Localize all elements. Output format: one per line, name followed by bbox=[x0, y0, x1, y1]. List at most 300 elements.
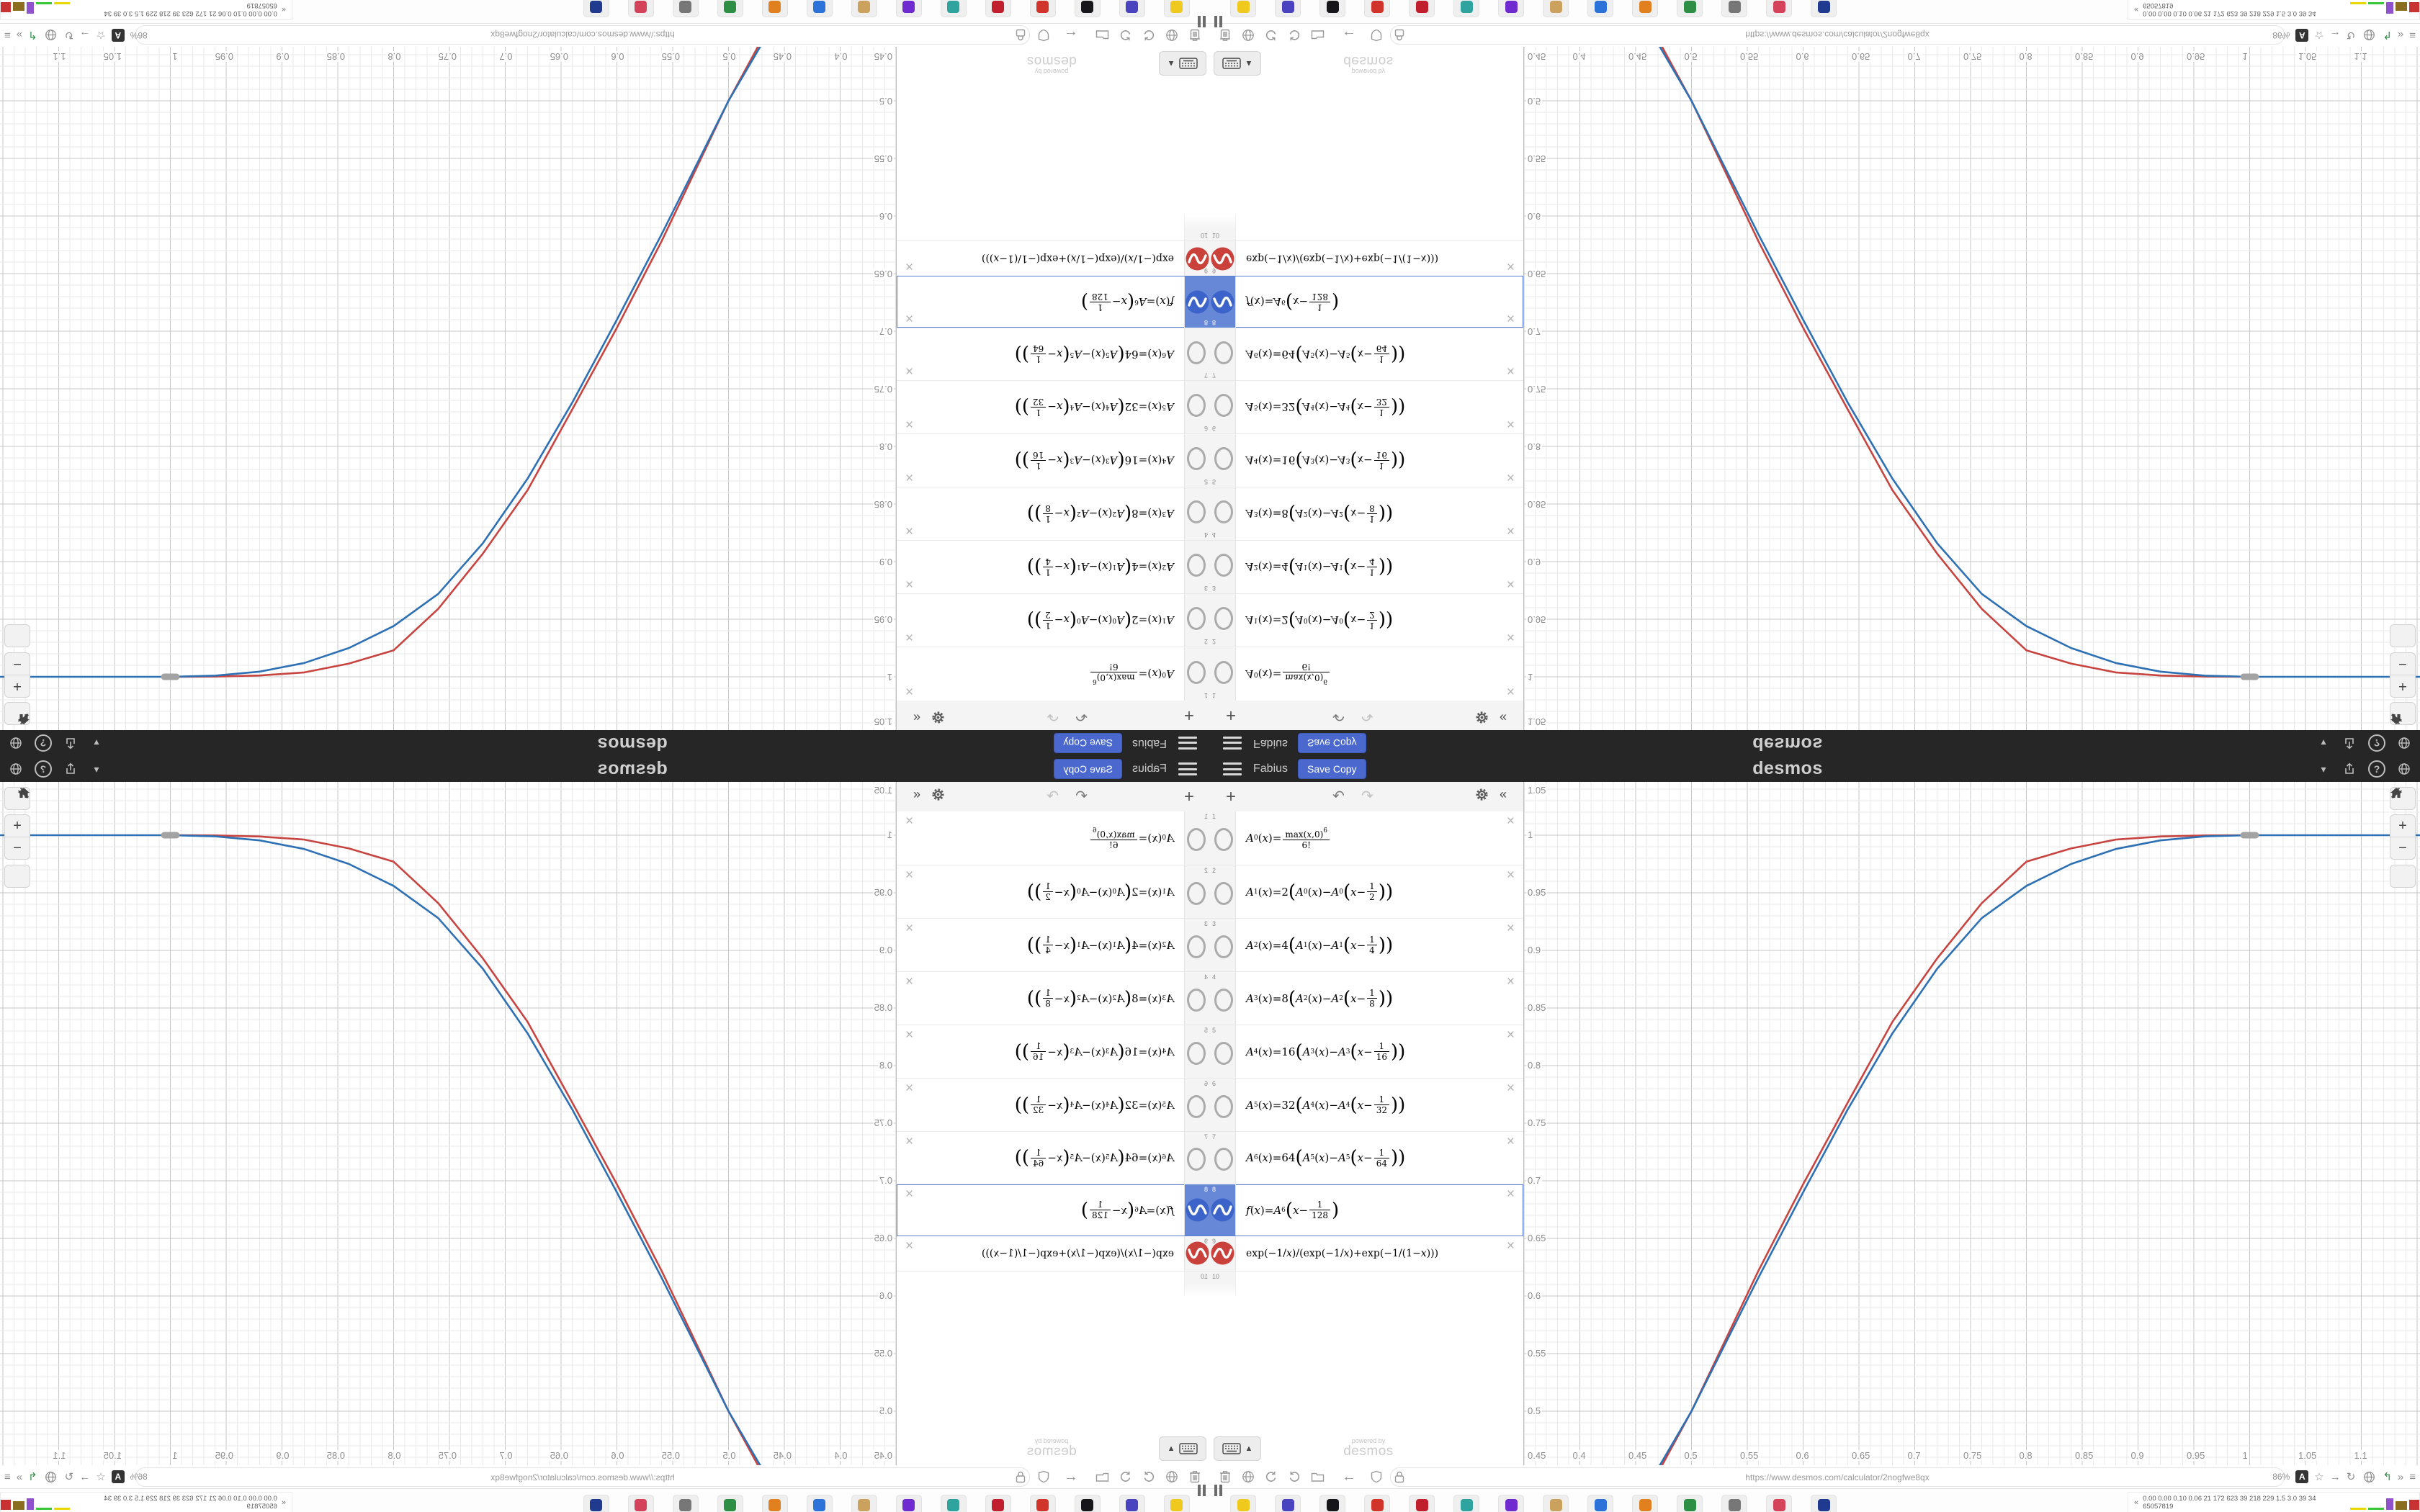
red-wave-icon[interactable] bbox=[1211, 247, 1234, 271]
delete-row-icon[interactable]: × bbox=[1506, 576, 1515, 591]
delete-row-icon[interactable]: × bbox=[1506, 629, 1515, 644]
menu-icon[interactable]: ≡ bbox=[2409, 1470, 2416, 1483]
hamburger-menu-icon[interactable] bbox=[1178, 762, 1197, 775]
undo-icon[interactable]: ↶ bbox=[1075, 708, 1088, 724]
delete-row-icon[interactable]: × bbox=[905, 921, 914, 936]
folder-icon[interactable] bbox=[1309, 27, 1325, 43]
undo-circle-icon[interactable] bbox=[1141, 1469, 1157, 1485]
save-copy-button[interactable]: Save Copy bbox=[1298, 733, 1366, 753]
app-tile-icon[interactable] bbox=[1677, 0, 1703, 17]
expression-row[interactable] bbox=[1210, 433, 1523, 487]
red-wave-icon[interactable] bbox=[1186, 247, 1209, 271]
undo-circle-icon[interactable] bbox=[1141, 27, 1157, 43]
add-expression-icon[interactable]: + bbox=[1183, 787, 1194, 806]
app-tile-icon[interactable] bbox=[1409, 1495, 1435, 1512]
zoom-out-button[interactable]: − bbox=[2398, 656, 2407, 672]
expression-latex[interactable]: A 0 ( x ) = $\max(x,0)^6$ 6! bbox=[1089, 811, 1174, 865]
expression-row[interactable] bbox=[897, 919, 1210, 972]
caret-down-icon[interactable]: ▾ bbox=[2321, 737, 2326, 750]
translate-icon[interactable]: A bbox=[2295, 1470, 2308, 1483]
app-tile-icon[interactable] bbox=[1230, 1495, 1256, 1512]
globe-icon[interactable] bbox=[2397, 762, 2411, 776]
gear-icon[interactable] bbox=[931, 787, 946, 806]
globe-icon[interactable] bbox=[1164, 1469, 1180, 1485]
expression-row-empty[interactable] bbox=[897, 215, 1210, 240]
expression-latex[interactable]: exp ( − 1 / x ) / ( exp ( − 1 / x ) + exp ( − 1 / ( 1 − x ) ) ) bbox=[981, 1248, 1174, 1259]
expression-latex[interactable]: A 6 ( x ) = 6 4 ( A 5 ( x ) − A 5 ( x − 1 64 ) ) bbox=[1014, 343, 1174, 365]
keyboard-toggle-button[interactable] bbox=[1159, 51, 1206, 76]
hidden-graph-icon[interactable] bbox=[1187, 554, 1206, 577]
arrow-right-icon[interactable]: → bbox=[79, 29, 91, 42]
app-tile-icon[interactable] bbox=[1119, 0, 1145, 17]
graph-paper[interactable] bbox=[0, 47, 896, 730]
expression-row[interactable] bbox=[897, 1132, 1210, 1184]
expression-row[interactable] bbox=[1210, 972, 1523, 1025]
arrow-right-icon[interactable]: → bbox=[2329, 29, 2341, 42]
app-tile-icon[interactable] bbox=[762, 1495, 788, 1512]
zoom-out-button[interactable]: − bbox=[13, 840, 22, 856]
caret-down-icon[interactable]: ▾ bbox=[2321, 762, 2326, 775]
app-tile-icon[interactable] bbox=[896, 1495, 922, 1512]
globe-icon[interactable] bbox=[43, 27, 59, 43]
expression-latex[interactable]: A 1 ( x ) = 2 ( A 0 ( x ) − A 0 ( x − 1 2 ) ) bbox=[1246, 609, 1394, 631]
folder-icon[interactable] bbox=[1095, 1469, 1111, 1485]
expression-row[interactable] bbox=[897, 865, 1210, 919]
expression-latex[interactable]: f ( x ) = A 6 ( x − 1 128 ) bbox=[1246, 1199, 1340, 1221]
app-tile-icon[interactable] bbox=[807, 1495, 833, 1512]
graph-paper[interactable] bbox=[1524, 47, 2420, 730]
delete-row-icon[interactable]: × bbox=[1506, 814, 1515, 829]
graph-canvas[interactable] bbox=[0, 782, 896, 1465]
expression-row[interactable] bbox=[1210, 1184, 1523, 1236]
app-tile-icon[interactable] bbox=[985, 1495, 1011, 1512]
blue-wave-icon[interactable] bbox=[1186, 291, 1209, 315]
expression-row[interactable] bbox=[897, 487, 1210, 540]
reload-icon[interactable]: ↻ bbox=[64, 1471, 74, 1483]
app-tile-icon[interactable] bbox=[1319, 1495, 1345, 1512]
delete-row-icon[interactable]: × bbox=[1506, 1187, 1515, 1202]
expression-latex[interactable]: A 3 ( x ) = 8 ( A 2 ( x ) − A 2 ( x − 1 8 ) ) bbox=[1246, 503, 1394, 525]
globe-icon[interactable] bbox=[43, 1469, 59, 1485]
trash-icon[interactable] bbox=[1187, 1469, 1203, 1485]
expression-latex[interactable]: A 5 ( x ) = 3 2 ( A 4 ( x ) − A 4 ( x − 1 32 ) ) bbox=[1246, 396, 1406, 418]
menu-icon[interactable]: ≡ bbox=[2409, 29, 2416, 42]
expression-latex[interactable]: f ( x ) = A 6 ( x − 1 128 ) bbox=[1246, 291, 1340, 313]
globe-icon[interactable] bbox=[9, 736, 23, 750]
app-tile-icon[interactable] bbox=[628, 1495, 654, 1512]
app-tile-icon[interactable] bbox=[851, 0, 877, 17]
graph-paper[interactable] bbox=[1524, 782, 2420, 1465]
expression-row[interactable] bbox=[897, 433, 1210, 487]
home-button[interactable] bbox=[4, 624, 30, 647]
star-icon[interactable]: ☆ bbox=[96, 1471, 106, 1483]
delete-row-icon[interactable]: × bbox=[905, 363, 914, 378]
app-tile-icon[interactable] bbox=[1632, 1495, 1658, 1512]
app-tile-icon[interactable] bbox=[1766, 0, 1792, 17]
menu-icon[interactable]: ≡ bbox=[4, 29, 11, 42]
app-tile-icon[interactable] bbox=[1409, 0, 1435, 17]
hidden-graph-icon[interactable] bbox=[1214, 1148, 1233, 1171]
app-tile-icon[interactable] bbox=[583, 0, 609, 17]
save-copy-button[interactable]: Save Copy bbox=[1298, 759, 1366, 779]
app-tile-icon[interactable] bbox=[1498, 1495, 1524, 1512]
expression-row[interactable] bbox=[1210, 380, 1523, 433]
delete-row-icon[interactable]: × bbox=[905, 814, 914, 829]
app-tile-icon[interactable] bbox=[1275, 1495, 1301, 1512]
zoom-in-button[interactable]: + bbox=[2390, 675, 2415, 697]
page-zoom-level[interactable]: 86% bbox=[2272, 30, 2290, 40]
graph-paper[interactable] bbox=[0, 782, 896, 1465]
expression-latex[interactable]: A 0 ( x ) = $\max(x,0)^6$ 6! bbox=[1246, 811, 1331, 865]
back-arrow-icon[interactable]: ← bbox=[1064, 27, 1078, 44]
collapse-chevron-icon[interactable]: « bbox=[2134, 5, 2139, 14]
hidden-graph-icon[interactable] bbox=[1187, 341, 1206, 364]
blue-wave-icon[interactable] bbox=[1211, 1198, 1234, 1222]
arrow-right-icon[interactable]: → bbox=[2329, 1470, 2341, 1483]
expression-row[interactable] bbox=[897, 276, 1210, 328]
delete-row-icon[interactable]: × bbox=[905, 523, 914, 538]
caret-down-icon[interactable]: ▾ bbox=[94, 737, 99, 750]
delete-row-icon[interactable]: × bbox=[1506, 1081, 1515, 1096]
redo-circle-icon[interactable] bbox=[1286, 27, 1302, 43]
expression-row-empty[interactable] bbox=[897, 1272, 1210, 1297]
expression-latex[interactable]: f ( x ) = A 6 ( x − 1 128 ) bbox=[1080, 291, 1174, 313]
collapse-panel-icon[interactable]: « bbox=[1500, 787, 1507, 801]
expression-row[interactable] bbox=[1210, 328, 1523, 380]
undo-icon[interactable]: ↶ bbox=[1332, 788, 1345, 804]
redo-circle-icon[interactable] bbox=[1118, 27, 1134, 43]
hidden-graph-icon[interactable] bbox=[1214, 1095, 1233, 1118]
home-button[interactable] bbox=[2390, 624, 2416, 647]
save-copy-button[interactable]: Save Copy bbox=[1054, 759, 1121, 779]
back-arrow-icon[interactable]: ← bbox=[1064, 1468, 1078, 1485]
redo-icon[interactable]: ↷ bbox=[1361, 708, 1373, 724]
expression-latex[interactable]: A 2 ( x ) = 4 ( A 1 ( x ) − A 1 ( x − 1 4 ) ) bbox=[1246, 556, 1394, 578]
delete-row-icon[interactable]: × bbox=[905, 974, 914, 989]
expression-latex[interactable]: A 0 ( x ) = $\max(x,0)^6$ 6! bbox=[1089, 647, 1174, 701]
app-tile-icon[interactable] bbox=[1766, 1495, 1792, 1512]
app-tile-icon[interactable] bbox=[1075, 0, 1101, 17]
save-copy-button[interactable]: Save Copy bbox=[1054, 733, 1121, 753]
hidden-graph-icon[interactable] bbox=[1187, 608, 1206, 631]
page-zoom-level[interactable]: 86% bbox=[130, 1472, 148, 1482]
trash-icon[interactable] bbox=[1217, 1469, 1233, 1485]
url-bar[interactable] bbox=[1390, 1467, 2285, 1487]
keyboard-toggle-button[interactable] bbox=[1214, 51, 1261, 76]
hidden-graph-icon[interactable] bbox=[1214, 608, 1233, 631]
app-tile-icon[interactable] bbox=[941, 0, 967, 17]
keyboard-toggle-button[interactable] bbox=[1214, 1436, 1261, 1461]
export-icon[interactable] bbox=[63, 736, 78, 750]
collapse-chevron-icon[interactable]: « bbox=[281, 5, 286, 14]
delete-row-icon[interactable]: × bbox=[905, 416, 914, 431]
home-button[interactable] bbox=[2390, 865, 2416, 888]
expression-row[interactable] bbox=[1210, 276, 1523, 328]
app-tile-icon[interactable] bbox=[1587, 1495, 1613, 1512]
url-bar[interactable] bbox=[1390, 25, 2285, 45]
delete-row-icon[interactable]: × bbox=[905, 1134, 914, 1149]
expression-latex[interactable]: A 1 ( x ) = 2 ( A 0 ( x ) − A 0 ( x − 1 2 ) ) bbox=[1026, 881, 1174, 903]
expression-row[interactable] bbox=[1210, 1025, 1523, 1079]
delete-row-icon[interactable]: × bbox=[905, 258, 914, 274]
app-tile-icon[interactable] bbox=[941, 1495, 967, 1512]
app-tile-icon[interactable] bbox=[1587, 0, 1613, 17]
expression-latex[interactable]: A 3 ( x ) = 8 ( A 2 ( x ) − A 2 ( x − 1 8 ) ) bbox=[1026, 503, 1174, 525]
hidden-graph-icon[interactable] bbox=[1187, 1042, 1206, 1065]
expression-row[interactable] bbox=[897, 972, 1210, 1025]
page-zoom-level[interactable]: 86% bbox=[130, 30, 148, 40]
delete-row-icon[interactable]: × bbox=[1506, 974, 1515, 989]
hidden-graph-icon[interactable] bbox=[1187, 661, 1206, 684]
add-expression-icon[interactable]: + bbox=[1226, 787, 1237, 806]
share-green-icon[interactable]: ↰ bbox=[2383, 29, 2392, 41]
hidden-graph-icon[interactable] bbox=[1214, 989, 1233, 1012]
app-tile-icon[interactable] bbox=[1543, 1495, 1569, 1512]
expression-latex[interactable]: A 5 ( x ) = 3 2 ( A 4 ( x ) − A 4 ( x − 1 32 ) ) bbox=[1246, 1094, 1406, 1116]
app-tile-icon[interactable] bbox=[1453, 0, 1479, 17]
hidden-graph-icon[interactable] bbox=[1214, 448, 1233, 471]
share-green-icon[interactable]: ↰ bbox=[28, 29, 37, 41]
app-tile-icon[interactable] bbox=[1030, 0, 1056, 17]
export-icon[interactable] bbox=[2342, 736, 2357, 750]
app-tile-icon[interactable] bbox=[673, 0, 699, 17]
delete-row-icon[interactable]: × bbox=[1506, 1134, 1515, 1149]
back-arrow-icon[interactable]: ← bbox=[1342, 1468, 1356, 1485]
shield-icon[interactable] bbox=[1036, 1469, 1052, 1485]
delete-row-icon[interactable]: × bbox=[1506, 310, 1515, 325]
hidden-graph-icon[interactable] bbox=[1187, 448, 1206, 471]
star-icon[interactable]: ☆ bbox=[2314, 1471, 2324, 1483]
menu-icon[interactable]: ≡ bbox=[4, 1470, 11, 1483]
share-green-icon[interactable]: ↰ bbox=[2383, 1471, 2392, 1483]
globe-icon[interactable] bbox=[2397, 736, 2411, 750]
expression-row[interactable] bbox=[1210, 647, 1523, 701]
delete-row-icon[interactable]: × bbox=[905, 576, 914, 591]
globe-icon[interactable] bbox=[1164, 27, 1180, 43]
expression-latex[interactable]: A 6 ( x ) = 6 4 ( A 5 ( x ) − A 5 ( x − 1 64 ) ) bbox=[1246, 1147, 1406, 1169]
expression-row[interactable] bbox=[897, 380, 1210, 433]
hamburger-menu-icon[interactable] bbox=[1223, 737, 1242, 750]
expression-row[interactable] bbox=[897, 1236, 1210, 1272]
delete-row-icon[interactable]: × bbox=[905, 683, 914, 698]
app-tile-icon[interactable] bbox=[1075, 1495, 1101, 1512]
app-tile-icon[interactable] bbox=[1498, 0, 1524, 17]
help-icon[interactable]: ? bbox=[35, 760, 52, 778]
graph-canvas[interactable] bbox=[1524, 782, 2420, 1465]
app-tile-icon[interactable] bbox=[762, 0, 788, 17]
delete-row-icon[interactable]: × bbox=[905, 469, 914, 485]
app-tile-icon[interactable] bbox=[1811, 1495, 1837, 1512]
expression-row[interactable] bbox=[897, 1025, 1210, 1079]
collapse-panel-icon[interactable]: « bbox=[1500, 711, 1507, 725]
collapse-panel-icon[interactable]: « bbox=[913, 711, 920, 725]
graph-canvas[interactable] bbox=[1524, 47, 2420, 730]
expression-latex[interactable]: A 5 ( x ) = 3 2 ( A 4 ( x ) − A 4 ( x − 1 32 ) ) bbox=[1014, 1094, 1174, 1116]
chevrons-icon[interactable]: » bbox=[2397, 1470, 2404, 1483]
hidden-graph-icon[interactable] bbox=[1214, 882, 1233, 905]
expression-latex[interactable]: A 1 ( x ) = 2 ( A 0 ( x ) − A 0 ( x − 1 2 ) ) bbox=[1026, 609, 1174, 631]
chevrons-icon[interactable]: » bbox=[16, 29, 23, 42]
zoom-in-button[interactable]: + bbox=[5, 815, 30, 837]
expression-latex[interactable]: A 2 ( x ) = 4 ( A 1 ( x ) − A 1 ( x − 1 4 ) ) bbox=[1026, 556, 1174, 578]
red-wave-icon[interactable] bbox=[1186, 1241, 1209, 1265]
expression-row[interactable] bbox=[1210, 865, 1523, 919]
back-arrow-icon[interactable]: ← bbox=[1342, 27, 1356, 44]
trash-icon[interactable] bbox=[1187, 27, 1203, 43]
app-tile-icon[interactable] bbox=[583, 1495, 609, 1512]
app-tile-icon[interactable] bbox=[1119, 1495, 1145, 1512]
expression-row[interactable] bbox=[1210, 811, 1523, 865]
expression-row-empty[interactable] bbox=[1210, 1272, 1523, 1297]
expression-latex[interactable]: exp ( − 1 / x ) / ( exp ( − 1 / x ) + exp ( − 1 / ( 1 − x ) ) ) bbox=[1246, 253, 1439, 264]
expression-row[interactable] bbox=[897, 1079, 1210, 1132]
delete-row-icon[interactable]: × bbox=[1506, 363, 1515, 378]
app-tile-icon[interactable] bbox=[896, 0, 922, 17]
expression-latex[interactable]: exp ( − 1 / x ) / ( exp ( − 1 / x ) + exp ( − 1 / ( 1 − x ) ) ) bbox=[981, 253, 1174, 264]
expression-latex[interactable]: f ( x ) = A 6 ( x − 1 128 ) bbox=[1080, 1199, 1174, 1221]
delete-row-icon[interactable]: × bbox=[1506, 921, 1515, 936]
zoom-in-button[interactable]: + bbox=[5, 675, 30, 697]
delete-row-icon[interactable]: × bbox=[1506, 469, 1515, 485]
expression-latex[interactable]: A 4 ( x ) = 1 6 ( A 3 ( x ) − A 3 ( x − 1 16 ) ) bbox=[1246, 449, 1406, 472]
delete-row-icon[interactable]: × bbox=[1506, 523, 1515, 538]
redo-circle-icon[interactable] bbox=[1286, 1469, 1302, 1485]
shield-icon[interactable] bbox=[1036, 27, 1052, 43]
undo-icon[interactable]: ↶ bbox=[1332, 708, 1345, 724]
expression-row-empty[interactable] bbox=[1210, 215, 1523, 240]
trash-icon[interactable] bbox=[1217, 27, 1233, 43]
app-tile-icon[interactable] bbox=[1632, 0, 1658, 17]
blue-wave-icon[interactable] bbox=[1211, 291, 1234, 315]
app-tile-icon[interactable] bbox=[1230, 0, 1256, 17]
app-tile-icon[interactable] bbox=[717, 0, 743, 17]
expression-latex[interactable]: A 3 ( x ) = 8 ( A 2 ( x ) − A 2 ( x − 1 8 ) ) bbox=[1246, 987, 1394, 1009]
delete-row-icon[interactable]: × bbox=[905, 1081, 914, 1096]
expression-row[interactable] bbox=[1210, 1132, 1523, 1184]
reload-icon[interactable]: ↻ bbox=[2346, 1471, 2356, 1483]
shield-icon[interactable] bbox=[1368, 1469, 1384, 1485]
expression-latex[interactable]: A 6 ( x ) = 6 4 ( A 5 ( x ) − A 5 ( x − 1 64 ) ) bbox=[1246, 343, 1406, 365]
app-tile-icon[interactable] bbox=[1721, 1495, 1747, 1512]
expression-row[interactable] bbox=[897, 540, 1210, 593]
undo-circle-icon[interactable] bbox=[1263, 1469, 1279, 1485]
collapse-chevron-icon[interactable]: « bbox=[2134, 1498, 2139, 1507]
undo-icon[interactable]: ↶ bbox=[1075, 788, 1088, 804]
home-button[interactable] bbox=[4, 865, 30, 888]
expression-row[interactable] bbox=[1210, 540, 1523, 593]
expression-latex[interactable]: A 1 ( x ) = 2 ( A 0 ( x ) − A 0 ( x − 1 2 ) ) bbox=[1246, 881, 1394, 903]
expression-latex[interactable]: A 2 ( x ) = 4 ( A 1 ( x ) − A 1 ( x − 1 4 ) ) bbox=[1246, 934, 1394, 956]
reload-icon[interactable]: ↻ bbox=[2346, 29, 2356, 41]
collapse-chevron-icon[interactable]: « bbox=[281, 1498, 286, 1507]
hidden-graph-icon[interactable] bbox=[1187, 828, 1206, 851]
app-tile-icon[interactable] bbox=[628, 0, 654, 17]
expression-latex[interactable]: A 4 ( x ) = 1 6 ( A 3 ( x ) − A 3 ( x − 1 16 ) ) bbox=[1014, 449, 1174, 472]
app-tile-icon[interactable] bbox=[1364, 0, 1390, 17]
redo-icon[interactable]: ↷ bbox=[1361, 788, 1373, 804]
hidden-graph-icon[interactable] bbox=[1214, 341, 1233, 364]
translate-icon[interactable]: A bbox=[112, 1470, 125, 1483]
delete-row-icon[interactable]: × bbox=[1506, 683, 1515, 698]
expression-latex[interactable]: A 3 ( x ) = 8 ( A 2 ( x ) − A 2 ( x − 1 8 ) ) bbox=[1026, 987, 1174, 1009]
expression-latex[interactable]: A 6 ( x ) = 6 4 ( A 5 ( x ) − A 5 ( x − 1 64 ) ) bbox=[1014, 1147, 1174, 1169]
hidden-graph-icon[interactable] bbox=[1187, 935, 1206, 958]
expression-row[interactable] bbox=[1210, 1079, 1523, 1132]
page-zoom-level[interactable]: 86% bbox=[2272, 1472, 2290, 1482]
gear-icon[interactable] bbox=[931, 706, 946, 725]
app-tile-icon[interactable] bbox=[1164, 1495, 1190, 1512]
hidden-graph-icon[interactable] bbox=[1214, 1042, 1233, 1065]
app-tile-icon[interactable] bbox=[1453, 1495, 1479, 1512]
help-icon[interactable]: ? bbox=[2368, 734, 2385, 752]
keyboard-toggle-button[interactable] bbox=[1159, 1436, 1206, 1461]
app-tile-icon[interactable] bbox=[1164, 0, 1190, 17]
hidden-graph-icon[interactable] bbox=[1214, 935, 1233, 958]
help-icon[interactable]: ? bbox=[2368, 760, 2385, 778]
app-tile-icon[interactable] bbox=[1721, 0, 1747, 17]
delete-row-icon[interactable]: × bbox=[1506, 1238, 1515, 1254]
hidden-graph-icon[interactable] bbox=[1214, 395, 1233, 418]
app-tile-icon[interactable] bbox=[1364, 1495, 1390, 1512]
globe-icon[interactable] bbox=[2361, 1469, 2377, 1485]
shield-icon[interactable] bbox=[1368, 27, 1384, 43]
hidden-graph-icon[interactable] bbox=[1187, 989, 1206, 1012]
expression-row[interactable] bbox=[1210, 240, 1523, 276]
gear-icon[interactable] bbox=[1474, 787, 1489, 806]
delete-row-icon[interactable]: × bbox=[905, 868, 914, 883]
expression-row[interactable] bbox=[897, 1184, 1210, 1236]
app-tile-icon[interactable] bbox=[807, 0, 833, 17]
collapse-panel-icon[interactable]: « bbox=[913, 787, 920, 801]
hidden-graph-icon[interactable] bbox=[1214, 661, 1233, 684]
redo-icon[interactable]: ↷ bbox=[1047, 788, 1059, 804]
folder-icon[interactable] bbox=[1095, 27, 1111, 43]
gear-icon[interactable] bbox=[1474, 706, 1489, 725]
arrow-right-icon[interactable]: → bbox=[79, 1470, 91, 1483]
delete-row-icon[interactable]: × bbox=[905, 1027, 914, 1043]
hidden-graph-icon[interactable] bbox=[1187, 882, 1206, 905]
share-green-icon[interactable]: ↰ bbox=[28, 1471, 37, 1483]
hidden-graph-icon[interactable] bbox=[1187, 1095, 1206, 1118]
export-icon[interactable] bbox=[63, 762, 78, 776]
expression-row[interactable] bbox=[897, 647, 1210, 701]
star-icon[interactable]: ☆ bbox=[2314, 29, 2324, 41]
app-tile-icon[interactable] bbox=[717, 1495, 743, 1512]
expression-row[interactable] bbox=[1210, 1236, 1523, 1272]
delete-row-icon[interactable]: × bbox=[1506, 1027, 1515, 1043]
graph-canvas[interactable] bbox=[0, 47, 896, 730]
hidden-graph-icon[interactable] bbox=[1214, 501, 1233, 524]
hidden-graph-icon[interactable] bbox=[1214, 554, 1233, 577]
app-tile-icon[interactable] bbox=[985, 0, 1011, 17]
red-wave-icon[interactable] bbox=[1211, 1241, 1234, 1265]
chevrons-icon[interactable]: » bbox=[16, 1470, 23, 1483]
delete-row-icon[interactable]: × bbox=[1506, 416, 1515, 431]
export-icon[interactable] bbox=[2342, 762, 2357, 776]
delete-row-icon[interactable]: × bbox=[1506, 258, 1515, 274]
expression-latex[interactable]: A 4 ( x ) = 1 6 ( A 3 ( x ) − A 3 ( x − 1 16 ) ) bbox=[1014, 1040, 1174, 1063]
expression-latex[interactable]: A 5 ( x ) = 3 2 ( A 4 ( x ) − A 4 ( x − 1 32 ) ) bbox=[1014, 396, 1174, 418]
app-tile-icon[interactable] bbox=[673, 1495, 699, 1512]
expression-row[interactable] bbox=[897, 240, 1210, 276]
app-tile-icon[interactable] bbox=[1677, 1495, 1703, 1512]
translate-icon[interactable]: A bbox=[2295, 29, 2308, 42]
app-tile-icon[interactable] bbox=[1811, 0, 1837, 17]
zoom-out-button[interactable]: − bbox=[13, 656, 22, 672]
redo-circle-icon[interactable] bbox=[1118, 1469, 1134, 1485]
expression-row[interactable] bbox=[1210, 593, 1523, 647]
globe-icon[interactable] bbox=[9, 762, 23, 776]
